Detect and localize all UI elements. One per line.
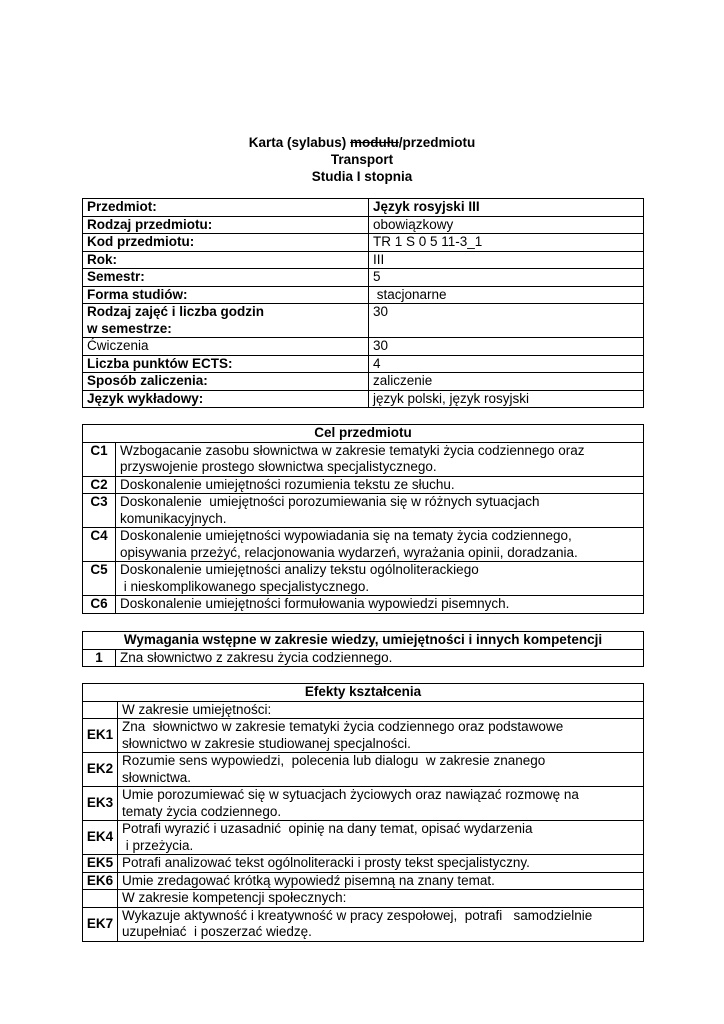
row-code: EK7 (83, 907, 118, 941)
table-row (83, 338, 644, 356)
section-label: W zakresie umiejętności: (118, 701, 644, 719)
cell-label: Sposób zaliczenia: (83, 373, 369, 391)
row-code: C3 (83, 494, 116, 528)
row-text-line: słownictwa. (122, 769, 192, 785)
row-code: EK3 (83, 787, 118, 821)
outcomes-body-skills (83, 719, 644, 890)
row-text (116, 562, 644, 596)
table-header-row (83, 425, 644, 443)
cell-value: 30 (369, 304, 644, 338)
header-title-struck: modułu (350, 135, 399, 150)
table-row (83, 373, 644, 391)
row-text-line: Doskonalenie umiejętności analizy tekstu ogólnoliterackiego (120, 562, 479, 577)
header-level: Studia I stopnia (311, 169, 413, 184)
row-text (116, 494, 644, 528)
row-text-line: słownictwo w zakresie studiowanej specjalności. (122, 735, 411, 751)
table-row (83, 251, 644, 269)
table-row (83, 872, 644, 890)
table-row (83, 787, 644, 821)
table-row (83, 907, 644, 941)
table-row (83, 528, 644, 562)
goals-body (83, 442, 644, 613)
row-text-line: Wzbogacanie zasobu słownictwa w zakresie tematyki życia codziennego oraz (120, 442, 585, 458)
table-row (83, 719, 644, 753)
row-text-line: tematy życia codziennego. (122, 803, 282, 819)
row-text (118, 821, 644, 855)
row-text-line: uzupełniać i poszerzać wiedzę. (122, 924, 312, 939)
row-code: C4 (83, 528, 116, 562)
prerequisites-table (82, 631, 644, 667)
cell-value: TR 1 S 0 5 11-3_1 (369, 234, 644, 252)
header-title-prefix: Karta (sylabus) (248, 135, 351, 150)
outcomes-body-social (83, 907, 644, 941)
table-row (83, 442, 644, 476)
prerequisites-body (83, 649, 644, 667)
table-title: Cel przedmiotu (83, 425, 644, 443)
row-code: C1 (83, 442, 116, 476)
row-text-line: Potrafi wyrazić i uzasadnić opinię na dany temat, opisać wydarzenia (122, 821, 533, 836)
cell-value: stacjonarne (369, 286, 644, 304)
cell-label-line: Rodzaj zajęć i liczba godzin (87, 304, 265, 319)
row-code: EK5 (83, 855, 118, 873)
row-text (118, 907, 644, 941)
cell-value: zaliczenie (369, 373, 644, 391)
table-row (83, 304, 644, 338)
row-text-line: komunikacyjnych. (120, 510, 227, 526)
cell-label: Rok: (83, 251, 369, 269)
row-code: EK2 (83, 753, 118, 787)
cell-label: Semestr: (83, 269, 369, 287)
section-row (83, 701, 644, 719)
row-text-line: Rozumie sens wypowiedzi, polecenia lub dialogu w zakresie znanego (122, 753, 546, 768)
row-text-line: Potrafi analizować tekst ogólnoliteracki i prosty tekst specjalistyczny. (122, 855, 530, 870)
cell-label: Liczba punktów ECTS: (83, 355, 369, 373)
row-code: 1 (83, 649, 116, 667)
document-header (0, 134, 724, 185)
table-header-row (83, 684, 644, 702)
cell-value: 5 (369, 269, 644, 287)
row-text (118, 855, 644, 873)
row-code: C2 (83, 476, 116, 494)
row-code: EK6 (83, 872, 118, 890)
cell-label: Rodzaj przedmiotu: (83, 216, 369, 234)
table-row (83, 355, 644, 373)
course-info-table (82, 198, 644, 408)
row-text-line: i przeżycia. (122, 837, 194, 853)
row-text (116, 442, 644, 476)
cell-value: 30 (369, 338, 644, 356)
cell-value: 4 (369, 355, 644, 373)
cell-empty (83, 890, 118, 908)
section-row (83, 890, 644, 908)
row-text-line: przyswojenie prostego słownictwa specjalistycznego. (120, 459, 437, 474)
row-text-line: Doskonalenie umiejętności wypowiadania się na tematy życia codziennego, (120, 528, 572, 543)
row-text (118, 872, 644, 890)
table-title: Wymagania wstępne w zakresie wiedzy, umiejętności i innych kompetencji (83, 632, 644, 650)
row-code: EK1 (83, 719, 118, 753)
row-code: EK4 (83, 821, 118, 855)
table-row (83, 269, 644, 287)
row-text (116, 528, 644, 562)
course-goals-table (82, 424, 644, 614)
row-text (118, 753, 644, 787)
table-row (83, 753, 644, 787)
cell-label: Kod przedmiotu: (83, 234, 369, 252)
cell-label: Ćwiczenia (83, 338, 369, 356)
row-text (116, 476, 644, 494)
row-text (118, 787, 644, 821)
cell-label: Przedmiot: (83, 199, 369, 217)
table-row (83, 390, 644, 408)
row-code: C5 (83, 562, 116, 596)
table-header-row (83, 632, 644, 650)
row-code: C6 (83, 596, 116, 614)
cell-label-line: w semestrze: (87, 320, 172, 336)
table-row (83, 494, 644, 528)
cell-value: III (369, 251, 644, 269)
cell-label (83, 304, 369, 338)
row-text-line: Zna słownictwo w zakresie tematyki życia codziennego oraz podstawowe (122, 719, 564, 734)
table-row (83, 216, 644, 234)
cell-empty (83, 701, 118, 719)
table-row (83, 476, 644, 494)
row-text (118, 719, 644, 753)
section-label: W zakresie kompetencji społecznych: (118, 890, 644, 908)
table-row (83, 286, 644, 304)
header-title (0, 134, 724, 151)
cell-value: język polski, język rosyjski (369, 390, 644, 408)
row-text-line: Doskonalenie umiejętności rozumienia tekstu ze słuchu. (120, 476, 455, 492)
table-title: Efekty kształcenia (83, 684, 644, 702)
learning-outcomes-table (82, 683, 644, 942)
row-text-line: Umie porozumiewać się w sytuacjach życiowych oraz nawiązać rozmowę na (122, 787, 579, 802)
cell-label: Forma studiów: (83, 286, 369, 304)
table-row (83, 821, 644, 855)
row-text-line: Umie zredagować krótką wypowiedź pisemną na znany temat. (122, 872, 495, 888)
row-text: Zna słownictwo z zakresu życia codziennego. (116, 649, 644, 667)
table-row (83, 562, 644, 596)
table-row (83, 855, 644, 873)
row-text (116, 596, 644, 614)
header-field: Transport (330, 152, 394, 167)
cell-label: Język wykładowy: (83, 390, 369, 408)
table-row (83, 596, 644, 614)
row-text-line: Doskonalenie umiejętności formułowania wypowiedzi pisemnych. (120, 596, 510, 611)
header-title-suffix: /przedmiotu (398, 135, 476, 150)
table-row (83, 234, 644, 252)
row-text-line: i nieskomplikowanego specjalistycznego. (120, 578, 370, 594)
row-text-line: Doskonalenie umiejętności porozumiewania się w różnych sytuacjach (120, 494, 540, 509)
row-text-line: opisywania przeżyć, relacjonowania wydarzeń, wyrażania opinii, doradzania. (120, 544, 578, 560)
cell-value: obowiązkowy (369, 216, 644, 234)
cell-value: Język rosyjski III (369, 199, 644, 217)
table-row (83, 649, 644, 667)
table-row (83, 199, 644, 217)
row-text-line: Wykazuje aktywność i kreatywność w pracy zespołowej, potrafi samodzielnie (122, 907, 593, 923)
